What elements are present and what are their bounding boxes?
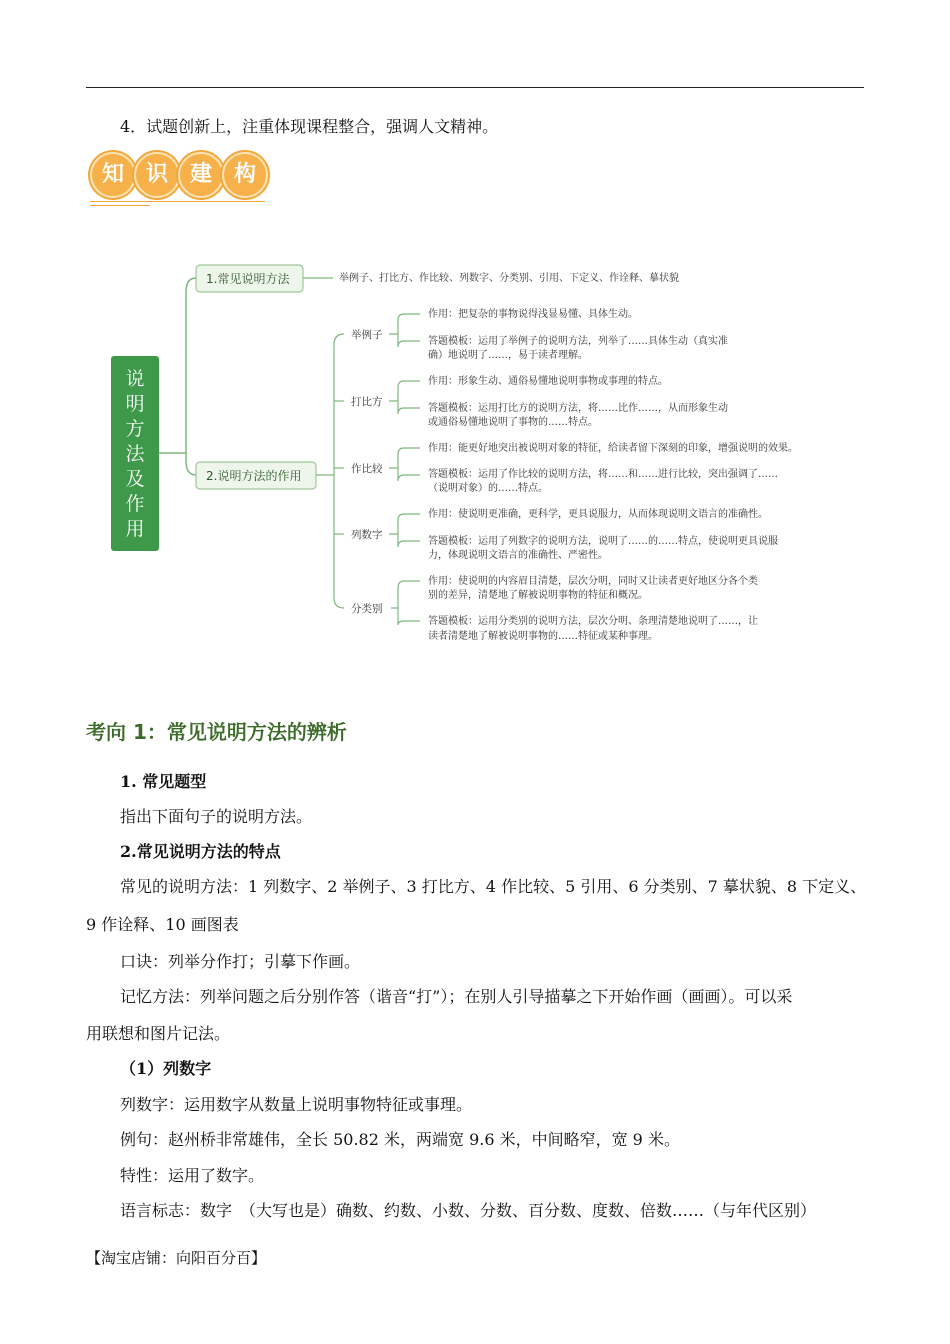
mindmap-item-template: 力，体现说明文语言的准确性、严密性。 bbox=[428, 550, 608, 561]
mindmap-root-char: 用 bbox=[125, 518, 145, 540]
mindmap-item-effect: 作用：形象生动、通俗易懂地说明事物或事理的特点。 bbox=[428, 376, 668, 387]
mindmap-item-template: 答题模板：运用了作比较的说明方法，将……和……进行比较，突出强调了…… bbox=[428, 469, 778, 480]
paragraph: 列数字：运用数字从数量上说明事物特征或事理。 bbox=[120, 1095, 473, 1114]
mindmap-item-template: 读者清楚地了解被说明事物的……特征或某种事理。 bbox=[428, 631, 658, 642]
banner-char: 知 bbox=[90, 152, 136, 198]
banner-char: 建 bbox=[178, 152, 224, 198]
paragraph: 特性：运用了数字。 bbox=[120, 1166, 265, 1185]
subheading: 1. 常见题型 bbox=[120, 772, 207, 791]
mindmap-item-effect: 作用：使说明更准确，更科学，更具说服力，从而体现说明文语言的准确性。 bbox=[428, 509, 768, 520]
mindmap-item-label: 分类别 bbox=[351, 603, 383, 615]
mindmap-item-template: 或通俗易懂地说明了事物的……特点。 bbox=[428, 417, 598, 428]
paragraph: 语言标志：数字 （大写也是）确数、约数、小数、分数、百分数、度数、倍数……（与年代区别） bbox=[120, 1201, 817, 1220]
paragraph: 口诀：列举分作打；引摹下作画。 bbox=[120, 952, 361, 971]
mindmap-item-label: 举例子 bbox=[351, 329, 383, 341]
banner-char: 识 bbox=[134, 152, 180, 198]
mindmap-item-template: （说明对象）的……特点。 bbox=[428, 483, 548, 494]
mindmap-branch-1-label: 1.常见说明方法 bbox=[206, 272, 290, 286]
mindmap-item-effect: 作用：使说明的内容眉目清楚，层次分明，同时又让读者更好地区分各个类 bbox=[428, 576, 758, 587]
mindmap-item-template: 答题模板：运用打比方的说明方法，将……比作……，从而形象生动 bbox=[428, 403, 728, 414]
mindmap-item-label: 作比较 bbox=[351, 463, 383, 475]
mindmap-item-effect: 作用：把复杂的事物说得浅显易懂、具体生动。 bbox=[428, 309, 638, 320]
mindmap-root-char: 法 bbox=[125, 443, 145, 465]
mindmap-item-label: 列数字 bbox=[351, 529, 383, 541]
mindmap-branch-2-label: 2.说明方法的作用 bbox=[206, 469, 302, 483]
subheading: 2.常见说明方法的特点 bbox=[120, 842, 281, 861]
intro-line: 4．试题创新上，注重体现课程整合，强调人文精神。 bbox=[120, 117, 499, 136]
mindmap-item-effect: 作用：能更好地突出被说明对象的特征，给读者留下深刻的印象，增强说明的效果。 bbox=[428, 443, 798, 454]
section-heading: 考向 1：常见说明方法的辨析 bbox=[86, 720, 347, 744]
mindmap-root-char: 及 bbox=[125, 468, 145, 490]
footer-shop: 【淘宝店铺：向阳百分百】 bbox=[86, 1249, 267, 1267]
mindmap-root-char: 明 bbox=[125, 393, 145, 415]
mindmap-item-template: 答题模板：运用了列数字的说明方法，说明了……的……特点，使说明更具说服 bbox=[428, 536, 778, 547]
paragraph: 常见的说明方法：1 列数字、2 举例子、3 打比方、4 作比较、5 引用、6 分类别、7 摹状貌、8 下定义、 bbox=[120, 877, 867, 896]
paragraph: 9 作诠释、10 画图表 bbox=[86, 915, 239, 934]
mindmap-item-label: 打比方 bbox=[351, 396, 383, 408]
mindmap-item-effect: 别的差异，清楚地了解被说明事物的特征和概况。 bbox=[428, 590, 648, 601]
banner-char: 构 bbox=[222, 152, 268, 198]
mindmap-root-char: 方 bbox=[125, 418, 145, 440]
mindmap-branch-1-detail: 举例子、打比方、作比较、列数字、分类别、引用、下定义、作诠释、摹状貌 bbox=[339, 273, 679, 284]
subheading: （1）列数字 bbox=[120, 1059, 212, 1078]
paragraph: 指出下面句子的说明方法。 bbox=[120, 807, 313, 826]
paragraph: 记忆方法：列举问题之后分别作答（谐音“打”）；在别人引导描摹之下开始作画（画画）。可以采 bbox=[120, 987, 793, 1006]
paragraph: 例句：赵州桥非常雄伟，全长 50.82 米，两端宽 9.6 米，中间略窄，宽 9 米。 bbox=[120, 1130, 680, 1149]
paragraph: 用联想和图片记法。 bbox=[86, 1024, 231, 1043]
mindmap-root-char: 说 bbox=[125, 368, 145, 390]
mindmap-item-template: 答题模板：运用分类别的说明方法，层次分明、条理清楚地说明了……，让 bbox=[428, 616, 758, 627]
mindmap-item-template: 答题模板：运用了举例子的说明方法，列举了……具体生动（真实准 bbox=[428, 336, 728, 347]
mindmap-root-char: 作 bbox=[125, 493, 145, 515]
mindmap-item-template: 确）地说明了……，易于读者理解。 bbox=[428, 350, 588, 361]
